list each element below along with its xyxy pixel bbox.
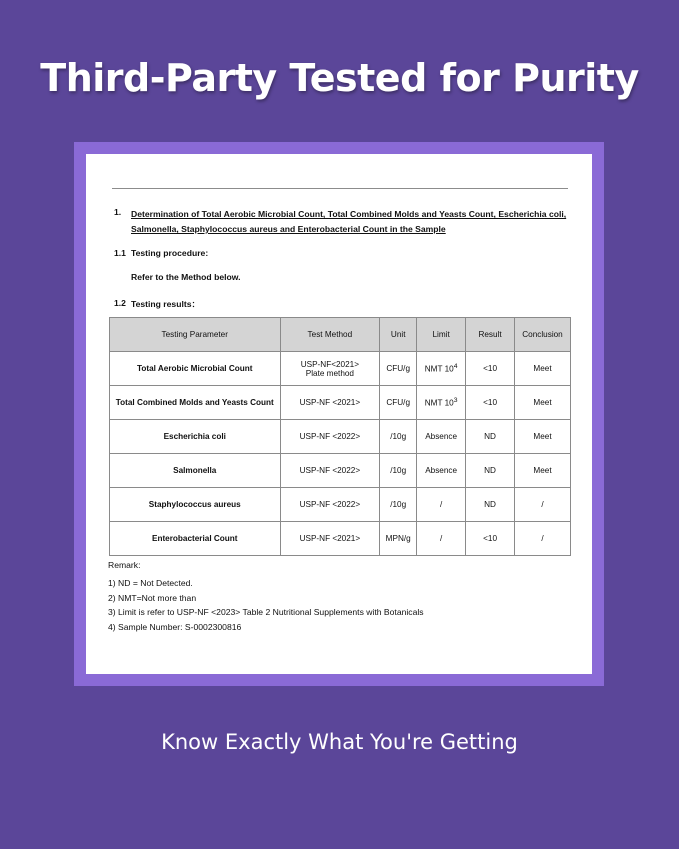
results-table xyxy=(109,317,571,556)
note-item: 1) ND = Not Detected. xyxy=(108,578,193,588)
section-1-1-title: Testing procedure: xyxy=(131,248,209,258)
limit-cell: / xyxy=(417,488,466,522)
limit-cell: / xyxy=(417,522,466,556)
table-row xyxy=(110,454,571,488)
section-1-title-line2: Salmonella, Staphylococcus aureus and Enterobacterial Count in the Sample xyxy=(131,224,446,234)
column-header: Testing Parameter xyxy=(110,318,281,352)
unit-cell: /10g xyxy=(380,454,417,488)
limit-value: NMT 10 xyxy=(424,398,454,408)
note-item: 2) NMT=Not more than xyxy=(108,592,197,603)
column-header: Result xyxy=(466,318,515,352)
conclusion-cell: / xyxy=(515,522,571,556)
table-row xyxy=(110,352,571,386)
table-row xyxy=(110,420,571,454)
note-item: 4) Sample Number: S-0002300816 xyxy=(108,621,242,632)
method-cell: USP-NF <2022> xyxy=(280,420,380,454)
limit-value: NMT 10 xyxy=(424,364,454,374)
parameter-cell: Total Aerobic Microbial Count xyxy=(110,352,281,386)
parameter-cell: Salmonella xyxy=(110,454,281,488)
column-header: Conclusion xyxy=(515,318,571,352)
limit-cell xyxy=(417,352,466,386)
tagline: Know Exactly What You're Getting xyxy=(161,730,518,754)
result-cell: ND xyxy=(466,420,515,454)
conclusion-cell: Meet xyxy=(515,352,571,386)
section-1-2-title: Testing results： xyxy=(131,299,201,309)
limit-exponent: 3 xyxy=(453,397,458,405)
unit-cell: /10g xyxy=(380,488,417,522)
parameter-cell: Staphylococcus aureus xyxy=(110,488,281,522)
parameter-cell: Total Combined Molds and Yeasts Count xyxy=(110,386,281,420)
result-cell: <10 xyxy=(466,522,515,556)
unit-cell: CFU/g xyxy=(380,352,417,386)
method-cell: USP-NF <2022> xyxy=(280,454,380,488)
unit-cell: CFU/g xyxy=(380,386,417,420)
conclusion-cell: Meet xyxy=(515,386,571,420)
method-cell: USP-NF <2022> xyxy=(280,488,380,522)
method-cell: USP-NF <2021> xyxy=(280,522,380,556)
note-item: 3) Limit is refer to USP-NF <2023> Table 2 Nutritional Supplements with Botanicals xyxy=(108,607,424,618)
limit-exponent: 4 xyxy=(453,363,458,371)
method-line: USP-NF<2021> xyxy=(300,359,359,369)
table-row xyxy=(110,386,571,420)
table-row xyxy=(110,488,571,522)
section-1-2-number: 1.2 xyxy=(114,298,126,308)
column-header: Limit xyxy=(417,318,466,352)
page-headline: Third-Party Tested for Purity xyxy=(40,56,639,100)
method-cell xyxy=(280,352,380,386)
conclusion-cell: Meet xyxy=(515,454,571,488)
header-divider xyxy=(112,188,568,189)
conclusion-cell: Meet xyxy=(515,420,571,454)
limit-cell: Absence xyxy=(417,454,466,488)
section-1-1-number: 1.1 xyxy=(114,248,126,258)
unit-cell: MPN/g xyxy=(380,522,417,556)
section-1-title-line1: Determination of Total Aerobic Microbial Count, Total Combined Molds and Yeasts Count, Escherichia coli, xyxy=(131,209,567,219)
test-report-document xyxy=(86,154,592,674)
parameter-cell: Enterobacterial Count xyxy=(110,522,281,556)
section-1-number: 1. xyxy=(114,207,122,217)
remark-label: Remark: xyxy=(108,560,141,570)
remark-notes xyxy=(108,578,424,636)
column-header: Test Method xyxy=(280,318,380,352)
section-1-title xyxy=(131,207,566,237)
table-row xyxy=(110,522,571,556)
limit-cell xyxy=(417,386,466,420)
method-cell: USP-NF <2021> xyxy=(280,386,380,420)
limit-cell: Absence xyxy=(417,420,466,454)
testing-procedure-text: Refer to the Method below. xyxy=(131,272,241,282)
result-cell: <10 xyxy=(466,386,515,420)
conclusion-cell: / xyxy=(515,488,571,522)
result-cell: ND xyxy=(466,488,515,522)
result-cell: ND xyxy=(466,454,515,488)
column-header: Unit xyxy=(380,318,417,352)
unit-cell: /10g xyxy=(380,420,417,454)
parameter-cell: Escherichia coli xyxy=(110,420,281,454)
method-line: Plate method xyxy=(305,368,354,378)
result-cell: <10 xyxy=(466,352,515,386)
table-header-row xyxy=(110,318,571,352)
